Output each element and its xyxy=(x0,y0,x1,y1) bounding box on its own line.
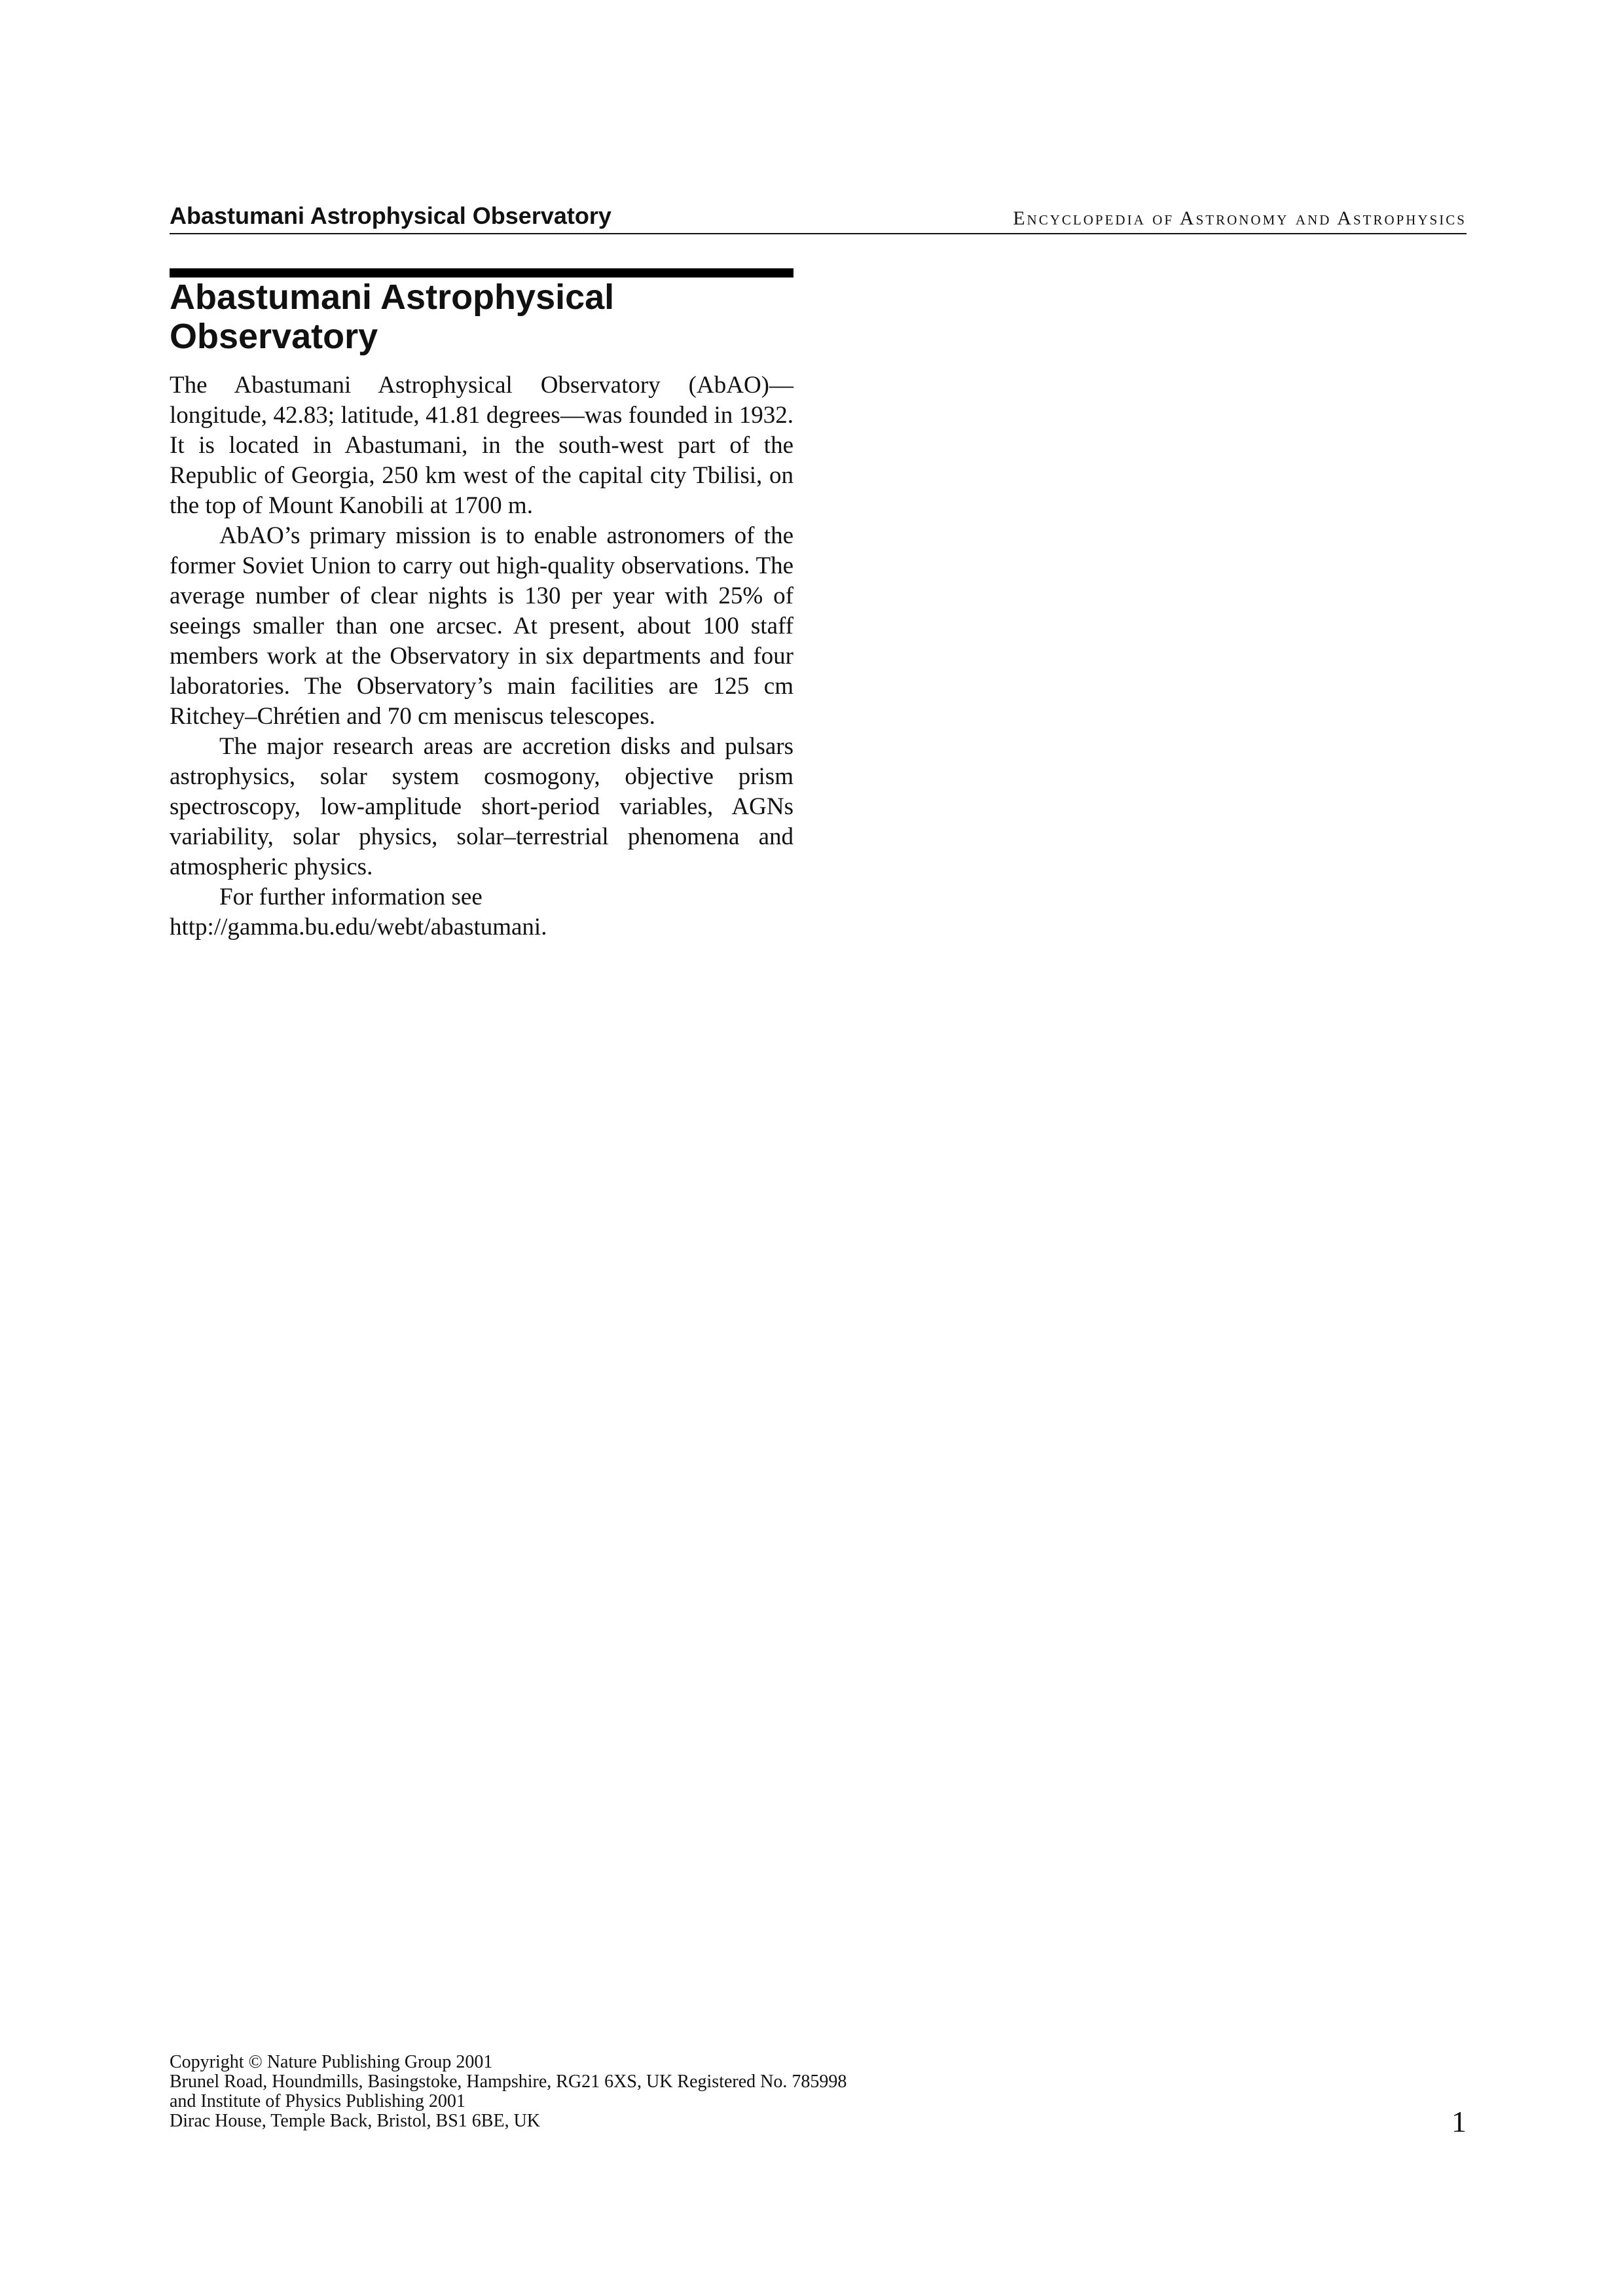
running-head xyxy=(170,202,1467,234)
copyright-line: Copyright © Nature Publishing Group 2001 xyxy=(170,2052,493,2072)
article-paragraph-2: AbAO’s primary mission is to enable astronomers of the former Soviet Union to carry out high-quality observations. The average number of clear nights is 130 per year with 25% of seeings smaller than one arcsec. At present, about 100 staff members work at the Observatory in six departments and four laboratories. The Observatory’s main facilities are 125 cm Ritchey–Chrétien and 70 cm meniscus telescopes. xyxy=(170,522,793,730)
article-title-rule xyxy=(170,268,793,278)
article-body xyxy=(170,370,793,942)
further-information-label: For further information see xyxy=(219,884,483,910)
running-head-article-title: Abastumani Astrophysical Observatory xyxy=(170,202,611,229)
running-head-publication-title: Encyclopedia of Astronomy and Astrophysics xyxy=(1013,207,1467,229)
article-title: Abastumani Astrophysical Observatory xyxy=(170,278,615,356)
further-information-link[interactable]: http://gamma.bu.edu/webt/abastumani. xyxy=(170,914,547,941)
running-head-rule xyxy=(170,233,1467,234)
article-paragraph-1: The Abastumani Astrophysical Observatory (AbAO)—longitude, 42.83; latitude, 41.81 degrees—was founded in 1932. It is located in Abastumani, in the south-west part of the Republic of Georgia, 250 km west of the capital city Tbilisi, on the top of Mount Kanobili at 1700 m. xyxy=(170,372,793,519)
co-publisher-address-line: Dirac House, Temple Back, Bristol, BS1 6BE, UK xyxy=(170,2111,541,2131)
publisher-address-line: Brunel Road, Houndmills, Basingstoke, Hampshire, RG21 6XS, UK Registered No. 785998 xyxy=(170,2072,847,2092)
article-paragraph-3: The major research areas are accretion disks and pulsars astrophysics, solar system cosmogony, objective prism spectroscopy, low-amplitude short-period variables, AGNs variability, solar physics, solar–terrestrial phenomena and atmospheric physics. xyxy=(170,733,793,880)
page-number: 1 xyxy=(1451,2105,1467,2138)
copyright-footer xyxy=(170,2053,1152,2131)
further-information-paragraph xyxy=(170,882,793,942)
co-publisher-line: and Institute of Physics Publishing 2001 xyxy=(170,2091,465,2111)
